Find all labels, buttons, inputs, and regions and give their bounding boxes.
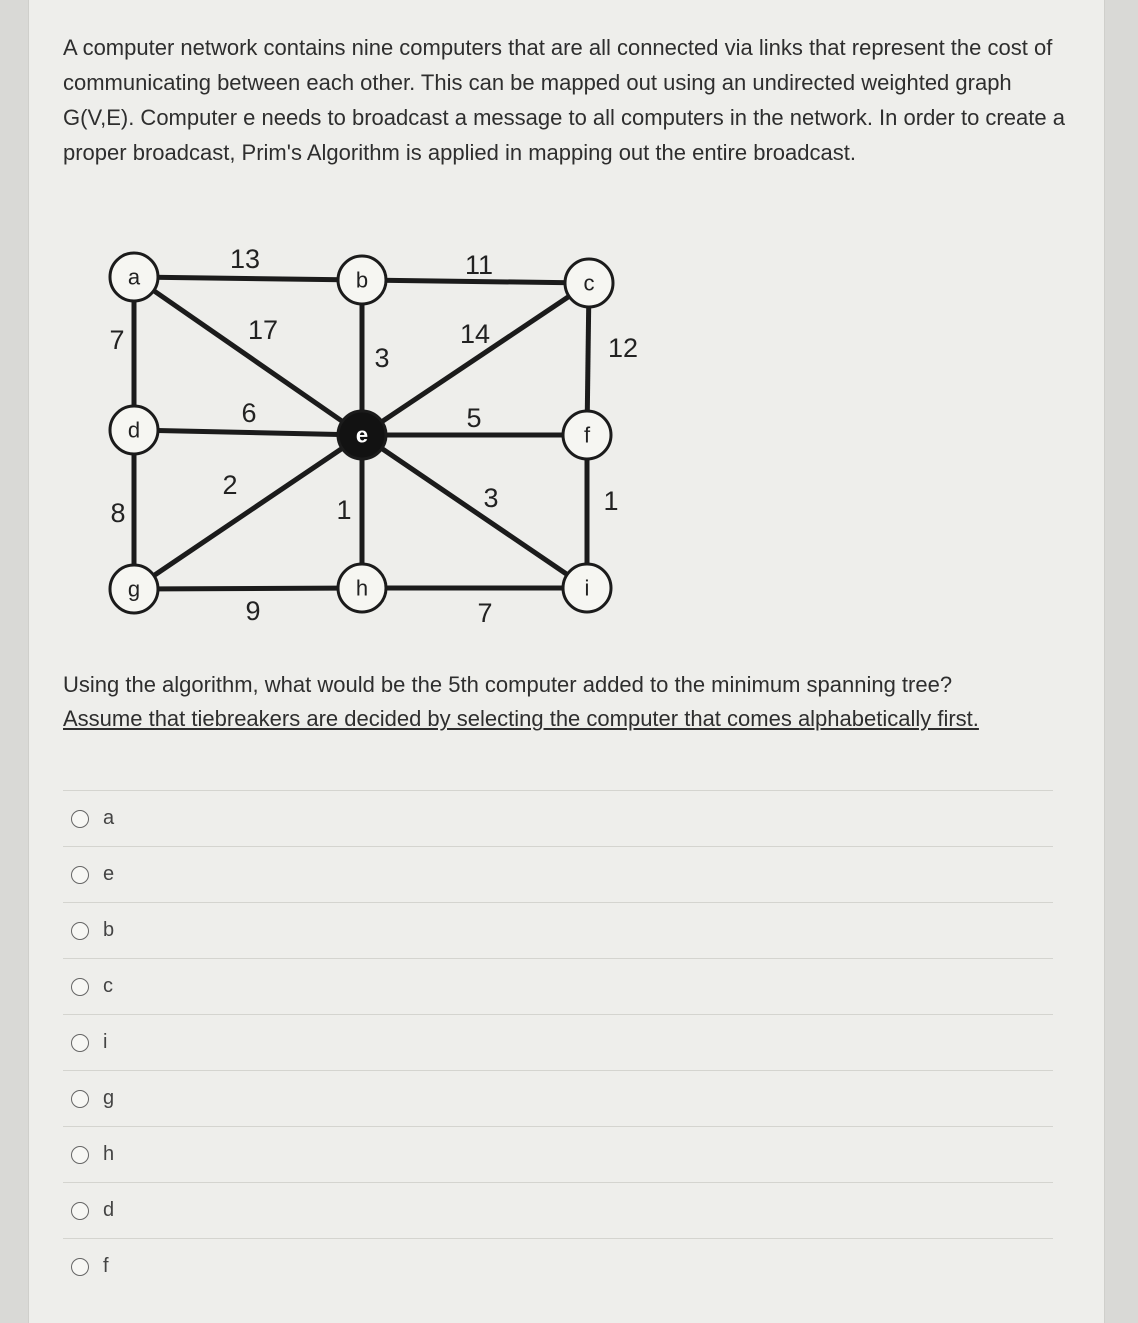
option-label: b xyxy=(103,919,115,941)
weight-a-b: 13 xyxy=(229,244,261,274)
option-label: a xyxy=(103,807,115,829)
weight-e-f: 5 xyxy=(466,403,482,433)
radio-button[interactable] xyxy=(71,922,89,940)
weight-b-e: 3 xyxy=(374,343,390,373)
weight-c-f: 12 xyxy=(607,333,639,363)
answer-options xyxy=(63,790,1053,1294)
weight-c-e: 14 xyxy=(459,319,491,349)
option-label: g xyxy=(103,1087,115,1109)
edge-e-g xyxy=(134,435,362,589)
weight-h-i: 7 xyxy=(477,598,493,628)
radio-button[interactable] xyxy=(71,1202,89,1220)
node-e xyxy=(338,411,386,459)
node-h xyxy=(338,564,386,612)
node-f-label: f xyxy=(583,422,591,448)
node-c xyxy=(565,259,613,307)
weight-e-g: 2 xyxy=(222,470,238,500)
node-b-label: b xyxy=(355,267,369,293)
radio-button[interactable] xyxy=(71,978,89,996)
edge-a-b xyxy=(134,277,362,280)
radio-button[interactable] xyxy=(71,866,89,884)
node-d-label: d xyxy=(127,417,141,443)
network-graph xyxy=(79,235,639,635)
option-label: e xyxy=(103,863,115,885)
node-d xyxy=(110,406,158,454)
edge-e-i xyxy=(362,435,587,588)
node-e-label: e xyxy=(355,422,369,448)
node-c-label: c xyxy=(583,270,595,296)
option-b[interactable] xyxy=(63,902,1053,958)
option-h[interactable] xyxy=(63,1126,1053,1182)
radio-button[interactable] xyxy=(71,1034,89,1052)
weight-f-i: 1 xyxy=(603,486,619,516)
option-label: f xyxy=(103,1255,109,1277)
option-c[interactable] xyxy=(63,958,1053,1014)
question-text: A computer network contains nine computers that are all connected via links that represent the cost of communicating between each other. This can be mapped out using an undirected weighted graph G(V,E). Computer e needs to broadcast a message to all computers in the network. In order to create a proper broadcast, Prim's Algorithm is applied in mapping out the entire broadcast. xyxy=(63,35,1065,165)
option-label: i xyxy=(103,1031,108,1053)
weight-d-e: 6 xyxy=(241,398,257,428)
node-i-label: i xyxy=(584,575,590,601)
radio-button[interactable] xyxy=(71,1090,89,1108)
radio-button[interactable] xyxy=(71,1146,89,1164)
weight-b-c: 11 xyxy=(464,250,494,280)
question-card xyxy=(28,0,1105,1323)
node-b xyxy=(338,256,386,304)
option-e[interactable] xyxy=(63,846,1053,902)
node-f xyxy=(563,411,611,459)
node-a xyxy=(110,253,158,301)
radio-button[interactable] xyxy=(71,1258,89,1276)
node-h-label: h xyxy=(355,575,369,601)
tiebreak-note: Assume that tiebreakers are decided by selecting the computer that comes alphabetically first. xyxy=(63,706,979,731)
edge-d-e xyxy=(134,430,362,435)
option-label: c xyxy=(103,975,113,997)
option-d[interactable] xyxy=(63,1182,1053,1238)
weight-a-d: 7 xyxy=(109,325,125,355)
edge-b-c xyxy=(362,280,589,283)
option-label: d xyxy=(103,1199,115,1221)
option-f[interactable] xyxy=(63,1238,1053,1294)
weight-d-g: 8 xyxy=(110,498,126,528)
question-prompt xyxy=(63,668,1073,736)
option-i[interactable] xyxy=(63,1014,1053,1070)
weight-e-h: 1 xyxy=(336,495,352,525)
option-a[interactable] xyxy=(63,790,1053,846)
node-g xyxy=(110,565,158,613)
weight-g-h: 9 xyxy=(245,596,261,626)
weight-e-i: 3 xyxy=(483,483,499,513)
node-g-label: g xyxy=(127,576,141,602)
prompt-text: Using the algorithm, what would be the 5th computer added to the minimum spanning tree? xyxy=(63,672,953,697)
weight-a-e: 17 xyxy=(247,315,279,345)
node-i xyxy=(563,564,611,612)
edge-g-h xyxy=(134,588,362,589)
node-a-label: a xyxy=(127,264,141,290)
radio-button[interactable] xyxy=(71,810,89,828)
option-g[interactable] xyxy=(63,1070,1053,1126)
option-label: h xyxy=(103,1143,115,1165)
